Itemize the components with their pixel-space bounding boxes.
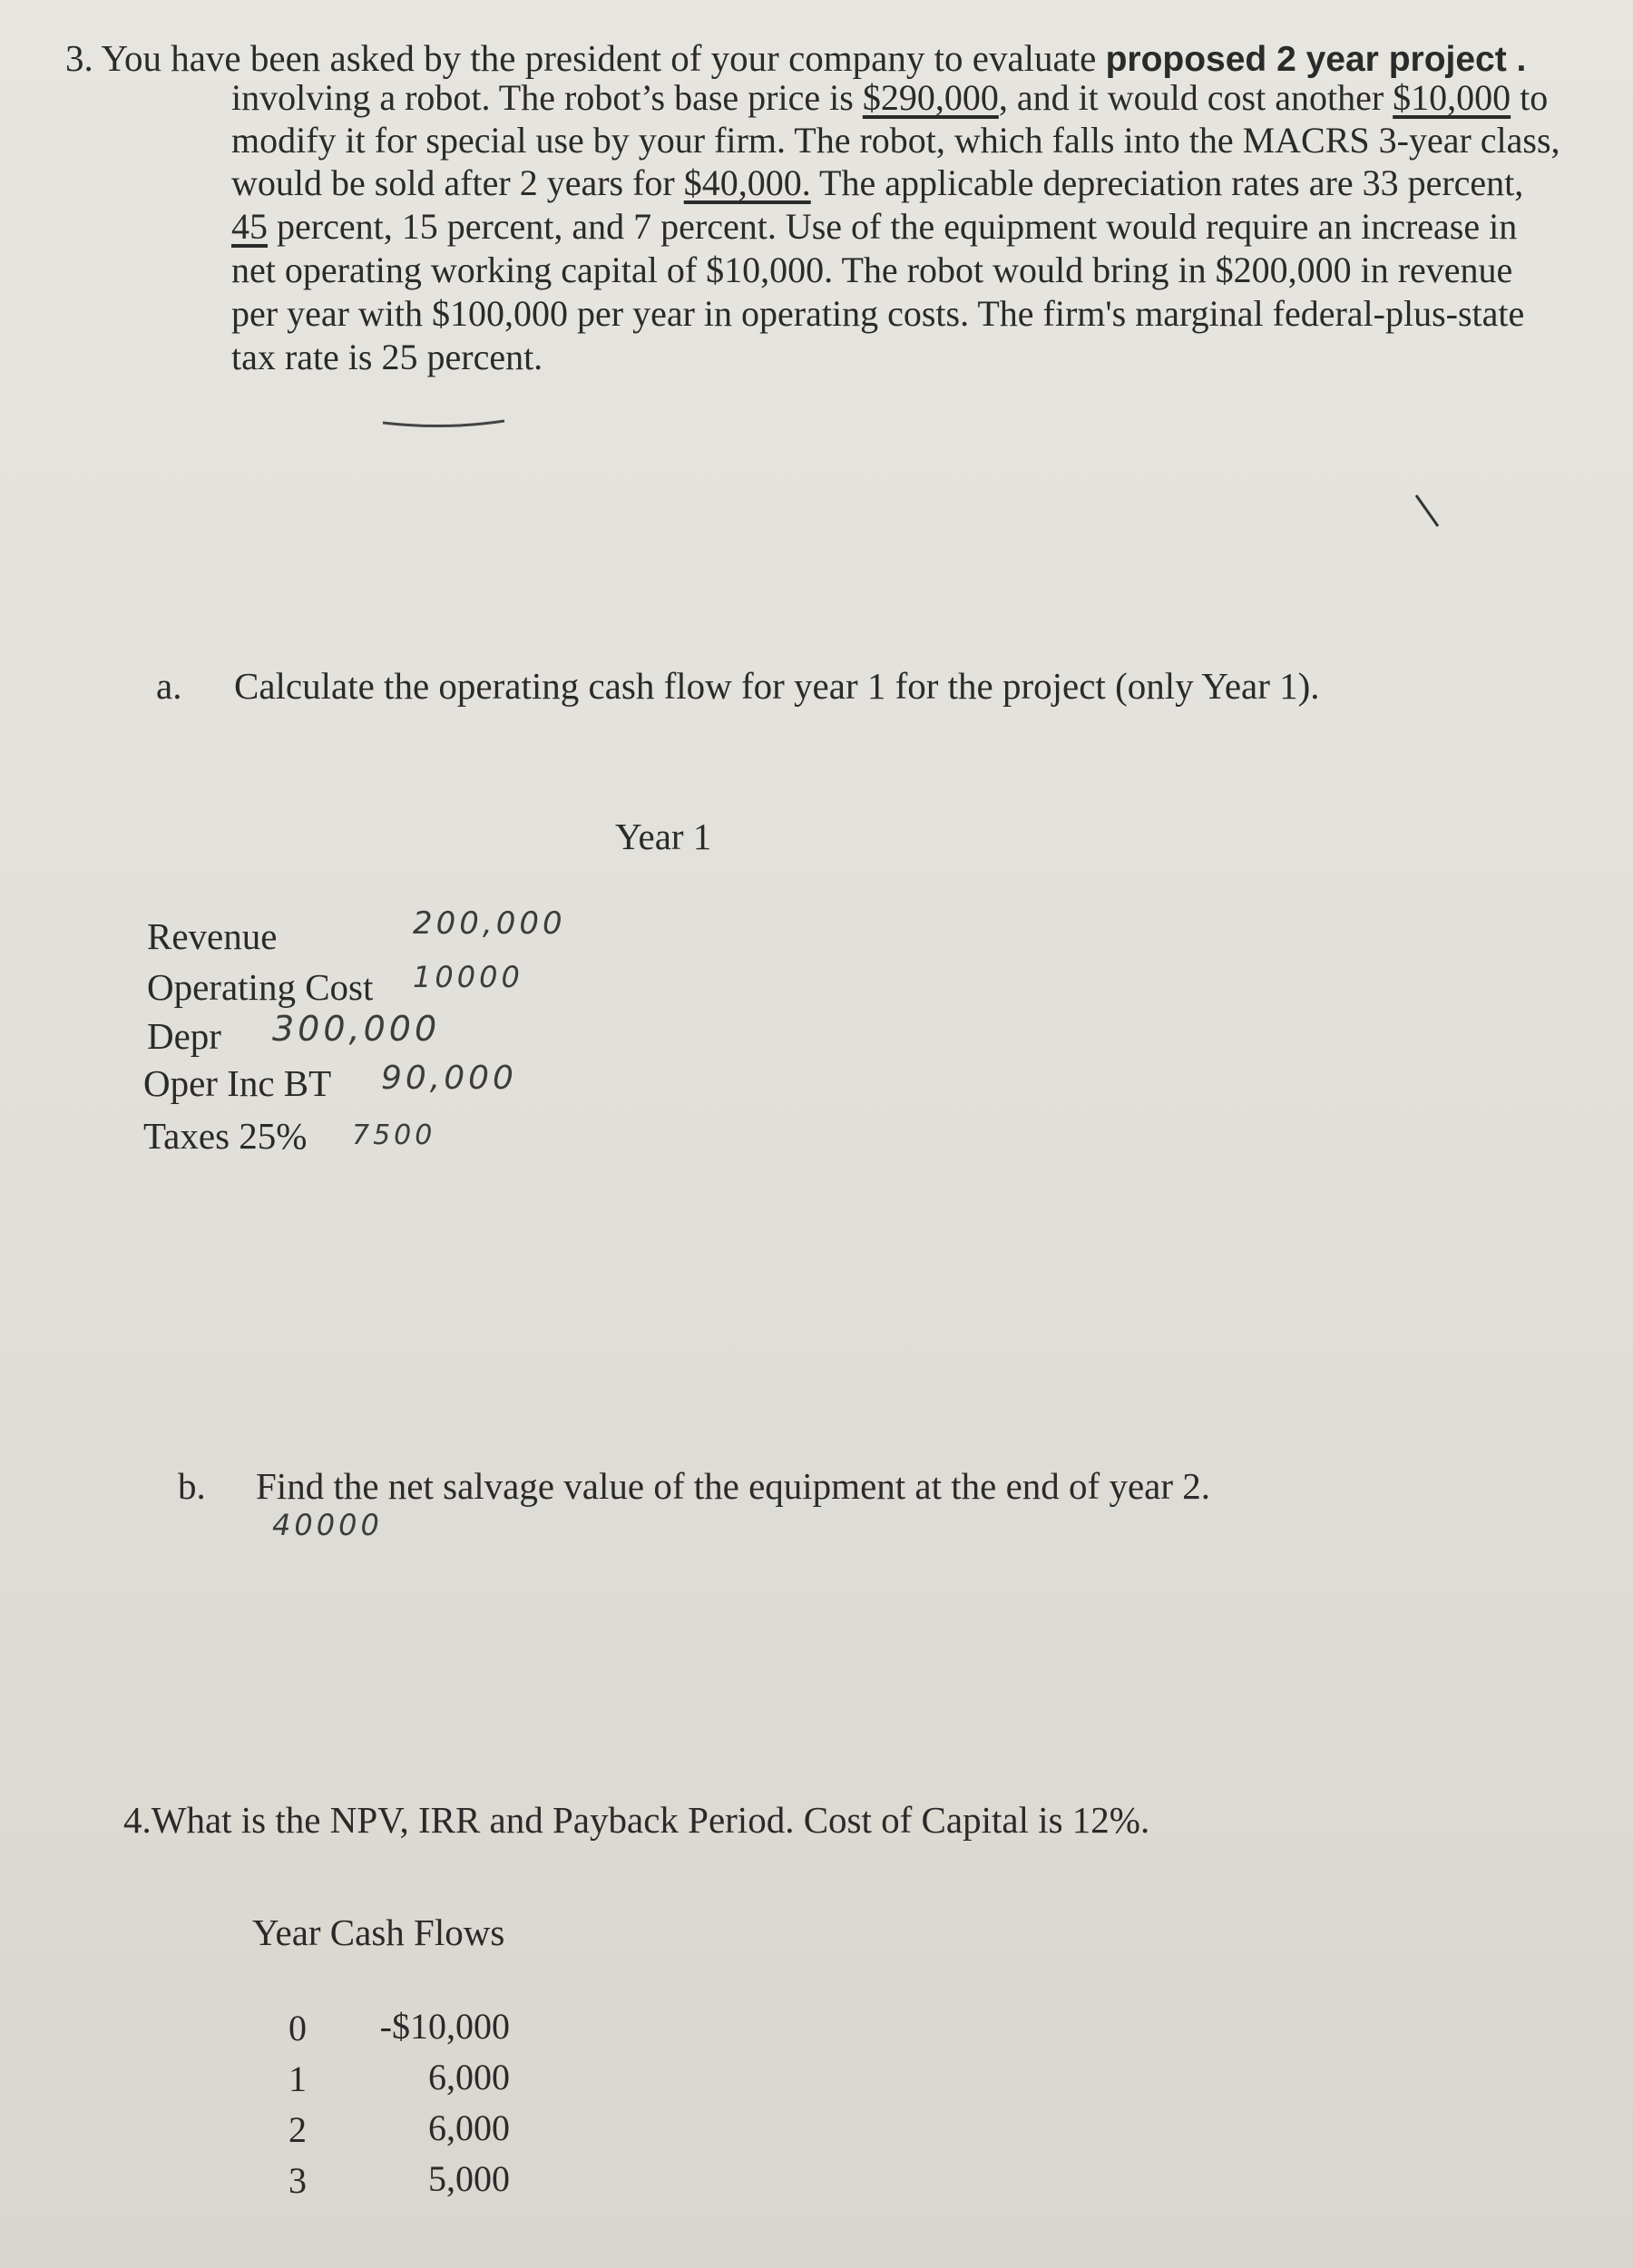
pen-tick-mark — [1411, 490, 1447, 535]
cash-flow-cell: -$10,000 — [379, 2006, 510, 2047]
salvage-amount: $40,000. — [683, 162, 811, 203]
rate-45: 45 — [231, 206, 268, 247]
question-number: 3. — [65, 37, 93, 79]
row-revenue-handwritten: 200,000 — [413, 905, 566, 942]
row-depr-handwritten: 300,000 — [272, 1009, 441, 1049]
question-3-line-6: net operating working capital of $10,000. The robot would bring in $200,000 in revenue — [231, 249, 1513, 290]
part-a-column-header: Year 1 — [615, 816, 712, 857]
question-3-line-8: tax rate is 25 percent. — [231, 337, 543, 377]
year-cell: 3 — [288, 2160, 307, 2201]
question-4-prompt: 4.What is the NPV, IRR and Payback Period. Cost of Capital is 12%. — [123, 1799, 1150, 1841]
row-oper-inc-handwritten: 90,000 — [381, 1060, 517, 1097]
cash-flow-cell: 5,000 — [428, 2158, 510, 2199]
question-3-line-7: per year with $100,000 per year in operating costs. The firm's marginal federal-plus-state — [231, 293, 1525, 334]
row-taxes-handwritten: 7500 — [352, 1119, 436, 1151]
and-cost-text: , and it would cost another — [998, 77, 1384, 118]
part-b-handwritten: 40000 — [272, 1508, 383, 1542]
part-a-letter: a. — [156, 665, 182, 707]
bold-phrase: proposed 2 year project . — [1105, 40, 1527, 79]
row-operating-cost-handwritten: 10000 — [413, 960, 523, 994]
pen-underline-mark — [381, 414, 508, 432]
base-price: $290,000 — [862, 77, 999, 118]
row-operating-cost-label: Operating Cost — [147, 966, 374, 1008]
row-taxes-label: Taxes 25% — [143, 1115, 308, 1157]
year-cell: 2 — [288, 2109, 307, 2150]
part-b-letter: b. — [178, 1465, 206, 1507]
cash-flow-table-header: Year Cash Flows — [252, 1911, 505, 1953]
question-3-line-1: You have been asked by the president of your company to evaluate — [101, 37, 1097, 79]
to-text: to — [1511, 77, 1549, 118]
question-3-line-5: percent, 15 percent, and 7 percent. Use of the equipment would require an increase in — [277, 206, 1518, 247]
row-oper-inc-label: Oper Inc BT — [143, 1062, 332, 1104]
row-depr-label: Depr — [147, 1015, 221, 1057]
rates-text: The applicable depreciation rates are 33 percent, — [810, 162, 1524, 203]
question-3-line-3: modify it for special use by your firm. The robot, which falls into the MACRS 3-year class, — [231, 120, 1560, 161]
question-3-line-4: would be sold after 2 years for — [231, 162, 675, 203]
part-a-prompt: Calculate the operating cash flow for year 1 for the project (only Year 1). — [234, 665, 1320, 707]
question-3-line-2: involving a robot. The robot’s base price is — [231, 77, 854, 118]
year-cell: 0 — [288, 2008, 307, 2048]
cash-flow-cell: 6,000 — [428, 2107, 510, 2148]
row-revenue-label: Revenue — [147, 915, 278, 957]
year-cell: 1 — [288, 2058, 307, 2099]
cash-flow-cell: 6,000 — [428, 2057, 510, 2097]
part-b-prompt: Find the net salvage value of the equipment at the end of year 2. — [256, 1465, 1210, 1507]
modify-cost: $10,000 — [1393, 77, 1511, 118]
